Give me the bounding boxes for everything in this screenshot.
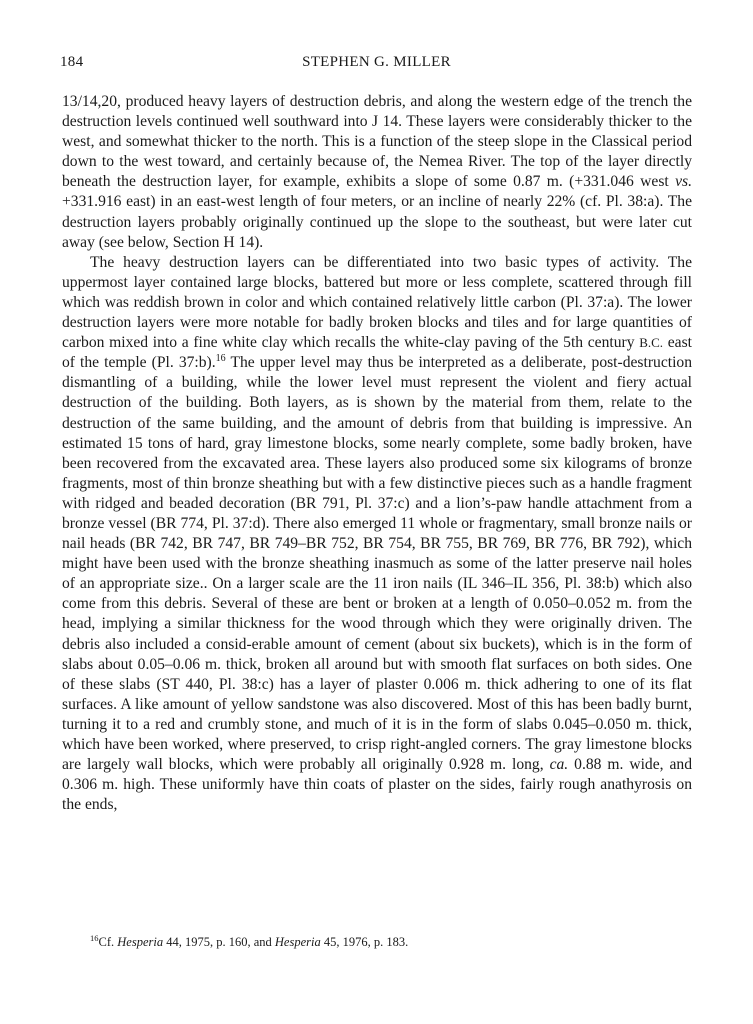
footnote-journal-1: Hesperia <box>117 935 164 949</box>
vs-abbrev: vs. <box>675 173 692 191</box>
paragraph-1-text: 13/14,20, produced heavy layers of destruction debris, and along the western edge of the trench the destruction levels continued well southward into J 14. These layers were considerably thicker to the west, and somewhat thicker to the north. This is a function of the steep slope in the Classical period down to the west toward, and certainly because of, the Nemea River. The top of the layer directly beneath the destruction layer, for example, exhibits a slope of some 0.87 m. (+331.046 west <box>62 93 692 191</box>
paragraph-1-text-cont: +331.916 east) in an east-west length of four meters, or an incline of nearly 22% (cf. Pl. 38:a). The destruction layers probably originally continued up the slope to the southeast, but were later cut away (see below, Section H 14). <box>62 193 692 251</box>
footnote-text-c: 45, 1976, p. 183. <box>320 935 409 949</box>
footnote-mark: 16 <box>90 932 99 943</box>
body-text <box>62 92 692 815</box>
paragraph-1 <box>62 92 692 253</box>
page-number: 184 <box>60 54 84 70</box>
footnote-text-b: 44, 1975, p. 160, and <box>163 935 275 949</box>
paragraph-2-text-d: 0.88 m. wide, and 0.306 m. high. These uniformly have thin coats of plaster on the sides, fairly rough anathyrosis on the ends, <box>62 756 693 814</box>
footnote-journal-2: Hesperia <box>274 935 321 949</box>
footnote <box>90 934 690 950</box>
running-head: STEPHEN G. MILLER <box>302 54 451 70</box>
footnote-text: Cf. <box>98 935 118 949</box>
paragraph-2 <box>62 253 692 816</box>
bc-abbrev: B.C. <box>639 335 664 351</box>
paragraph-2-text: The heavy destruction layers can be differentiated into two basic types of activity. The uppermost layer contained large blocks, battered but more or less complete, scattered through fill which was reddish brown in color and which contained relatively little carbon (Pl. 37:a). The lower destruction layers were more notable for badly broken blocks and tiles and for large quantities of carbon mixed into a fine white clay which recalls the white-clay paving of the 5th century <box>62 253 692 352</box>
footnote-reference: 16 <box>215 353 226 365</box>
paragraph-2-text-c: The upper level may thus be interpreted as a deliberate, post-destruction dismantling of a building, while the lower level must represent the violent and fiery actual destruction of the building. Both layers, as is shown by the material from them, relate to the destruction of the same building, and the amount of debris from that building is impressive. An estimated 15 tons of hard, gray limestone blocks, some nearly complete, some badly broken, have been recovered from the excavated area. These layers also produced some six kilograms of bronze fragments, most of thin bronze sheathing but with a few distinctive pieces such as a handle fragment with ridged and beaded decoration (BR 791, Pl. 37:c) and a lion’s-paw handle attachment from a bronze vessel (BR 774, Pl. 37:d). There also emerged 11 whole or fragmentary, small bronze nails or nail heads (BR 742, BR 747, BR 749–BR 752, BR 754, BR 755, BR 769, BR 776, BR 792), which might have been used with the bronze sheathing inasmuch as some of the latter preserve nail holes of an appropriate size.. On a larger scale are the 11 iron nails (IL 346–IL 356, Pl. 38:b) which also come from this debris. Several of these are bent or broken at a length of 0.050–0.052 m. from the head, implying a similar thickness for the wood through which they were originally driven. The debris also included a consid-erable amount of cement (about six buckets), which is in the form of slabs about 0.05–0.06 m. thick, broken all around but with smooth flat surfaces on both sides. One of these slabs (ST 440, Pl. 38:c) has a layer of plaster 0.006 m. thick adhering to one of its flat surfaces. A like amount of yellow sandstone was also discovered. Most of this has been badly burnt, turning it to a red and crumbly stone, and much of it is in the form of slabs 0.045–0.050 m. thick, which have been worked, where preserved, to crisp right-angled corners. The gray limestone blocks are largely wall blocks, which were probably all originally 0.928 m. long, <box>62 354 692 774</box>
ca-abbrev: ca. <box>549 756 569 774</box>
paragraph-2-text-b: east of the temple (Pl. 37:b). <box>62 334 692 372</box>
